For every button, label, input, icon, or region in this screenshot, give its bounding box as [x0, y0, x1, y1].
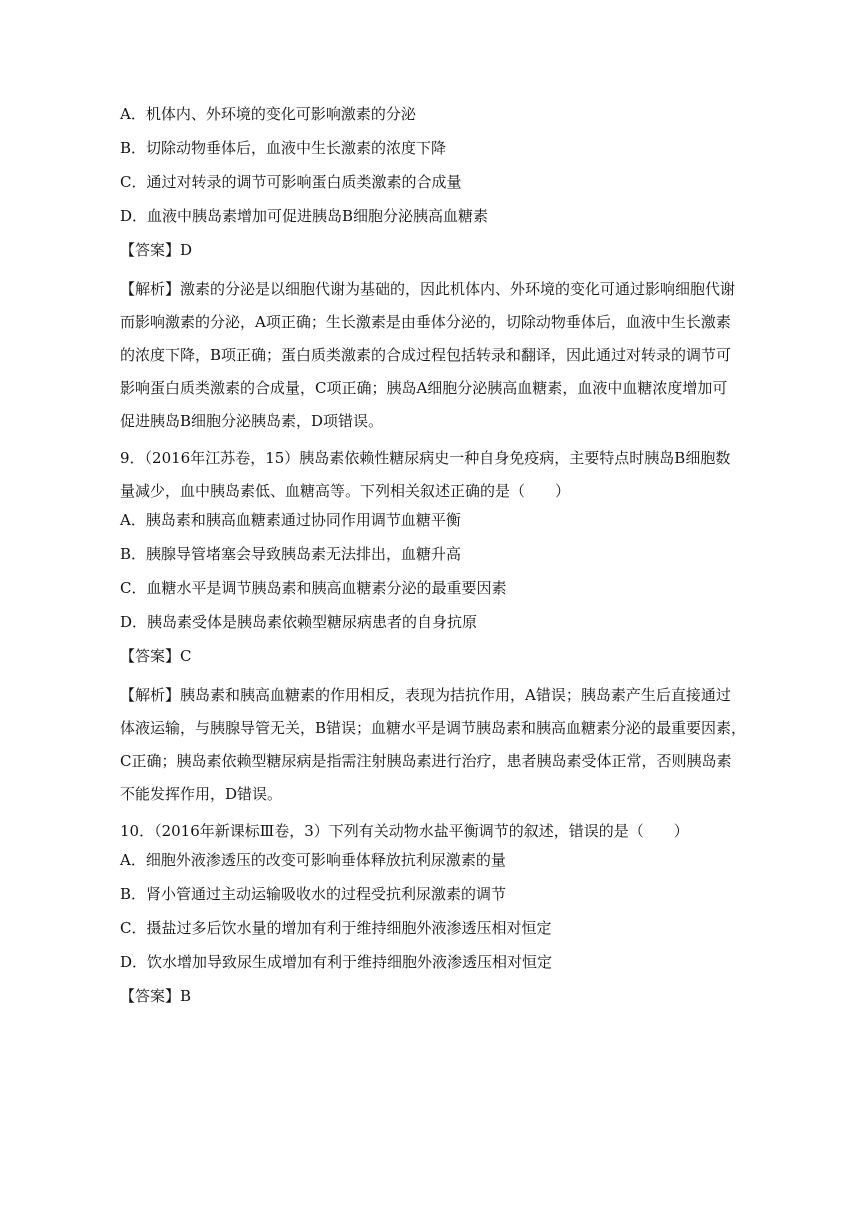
q8-analysis-line: 的浓度下降，B项正确；蛋白质类激素的合成过程包括转录和翻译，因此通过对转录的调节可	[120, 346, 732, 364]
q9-analysis-line: 【解析】胰岛素和胰高血糖素的作用相反，表现为拮抗作用，A错误；胰岛素产生后直接通过	[120, 686, 731, 704]
q8-analysis	[120, 273, 760, 438]
q9-stem-line: 量减少，血中胰岛素低、血糖高等。下列相关叙述正确的是（ ）	[120, 482, 571, 500]
q9-option-d: D．胰岛素受体是胰岛素依赖型糖尿病患者的自身抗原	[120, 613, 478, 631]
q10-answer: 【答案】B	[120, 987, 192, 1005]
q10-option-a: A．细胞外液渗透压的改变可影响垂体释放抗利尿激素的量	[120, 851, 506, 869]
q9-option-b: B．胰腺导管堵塞会导致胰岛素无法排出，血糖升高	[120, 545, 462, 563]
q8-option-c: C．通过对转录的调节可影响蛋白质类激素的合成量	[120, 173, 462, 191]
q9-analysis	[120, 679, 760, 811]
q8-option-b: B．切除动物垂体后，血液中生长激素的浓度下降	[120, 139, 447, 157]
q10-option-c: C．摄盐过多后饮水量的增加有利于维持细胞外液渗透压相对恒定	[120, 919, 552, 937]
document-page	[120, 104, 760, 1019]
q8-analysis-line: 影响蛋白质类激素的合成量，C项正确；胰岛A细胞分泌胰高血糖素，血液中血糖浓度增加可	[120, 379, 728, 397]
q8-analysis-line: 而影响激素的分泌，A项正确；生长激素是由垂体分泌的，切除动物垂体后，血液中生长激素	[120, 313, 731, 331]
q8-analysis-line: 促进胰岛B细胞分泌胰岛素，D项错误。	[120, 412, 384, 430]
q10-option-b: B．肾小管通过主动运输吸收水的过程受抗利尿激素的调节	[120, 885, 507, 903]
q9-stem	[120, 442, 760, 508]
q8-option-a: A．机体内、外环境的变化可影响激素的分泌	[120, 105, 416, 123]
q8-answer: 【答案】D	[120, 241, 193, 259]
q9-option-c: C．血糖水平是调节胰岛素和胰高血糖素分泌的最重要因素	[120, 579, 507, 597]
q9-option-a: A．胰岛素和胰高血糖素通过协同作用调节血糖平衡	[120, 511, 461, 529]
q9-stem-line: 9．（2016年江苏卷，15）胰岛素依赖性糖尿病史一种自身免疫病，主要特点时胰岛B细胞数	[120, 449, 731, 467]
q8-option-d: D．血液中胰岛素增加可促进胰岛B细胞分泌胰高血糖素	[120, 207, 489, 225]
q9-answer: 【答案】C	[120, 647, 192, 665]
q10-stem: 10．（2016年新课标Ⅲ卷，3）下列有关动物水盐平衡调节的叙述，错误的是（ ）	[120, 822, 689, 840]
q9-analysis-line: 不能发挥作用，D错误。	[120, 785, 283, 803]
q9-analysis-line: C正确；胰岛素依赖型糖尿病是指需注射胰岛素进行治疗，患者胰岛素受体正常，否则胰岛素	[120, 752, 732, 770]
q10-option-d: D．饮水增加导致尿生成增加有利于维持细胞外液渗透压相对恒定	[120, 953, 553, 971]
q8-analysis-line: 【解析】激素的分泌是以细胞代谢为基础的，因此机体内、外环境的变化可通过影响细胞代谢	[120, 280, 736, 298]
q9-analysis-line: 体液运输，与胰腺导管无关，B错误；血糖水平是调节胰岛素和胰高血糖素分泌的最重要因素，	[120, 719, 747, 737]
